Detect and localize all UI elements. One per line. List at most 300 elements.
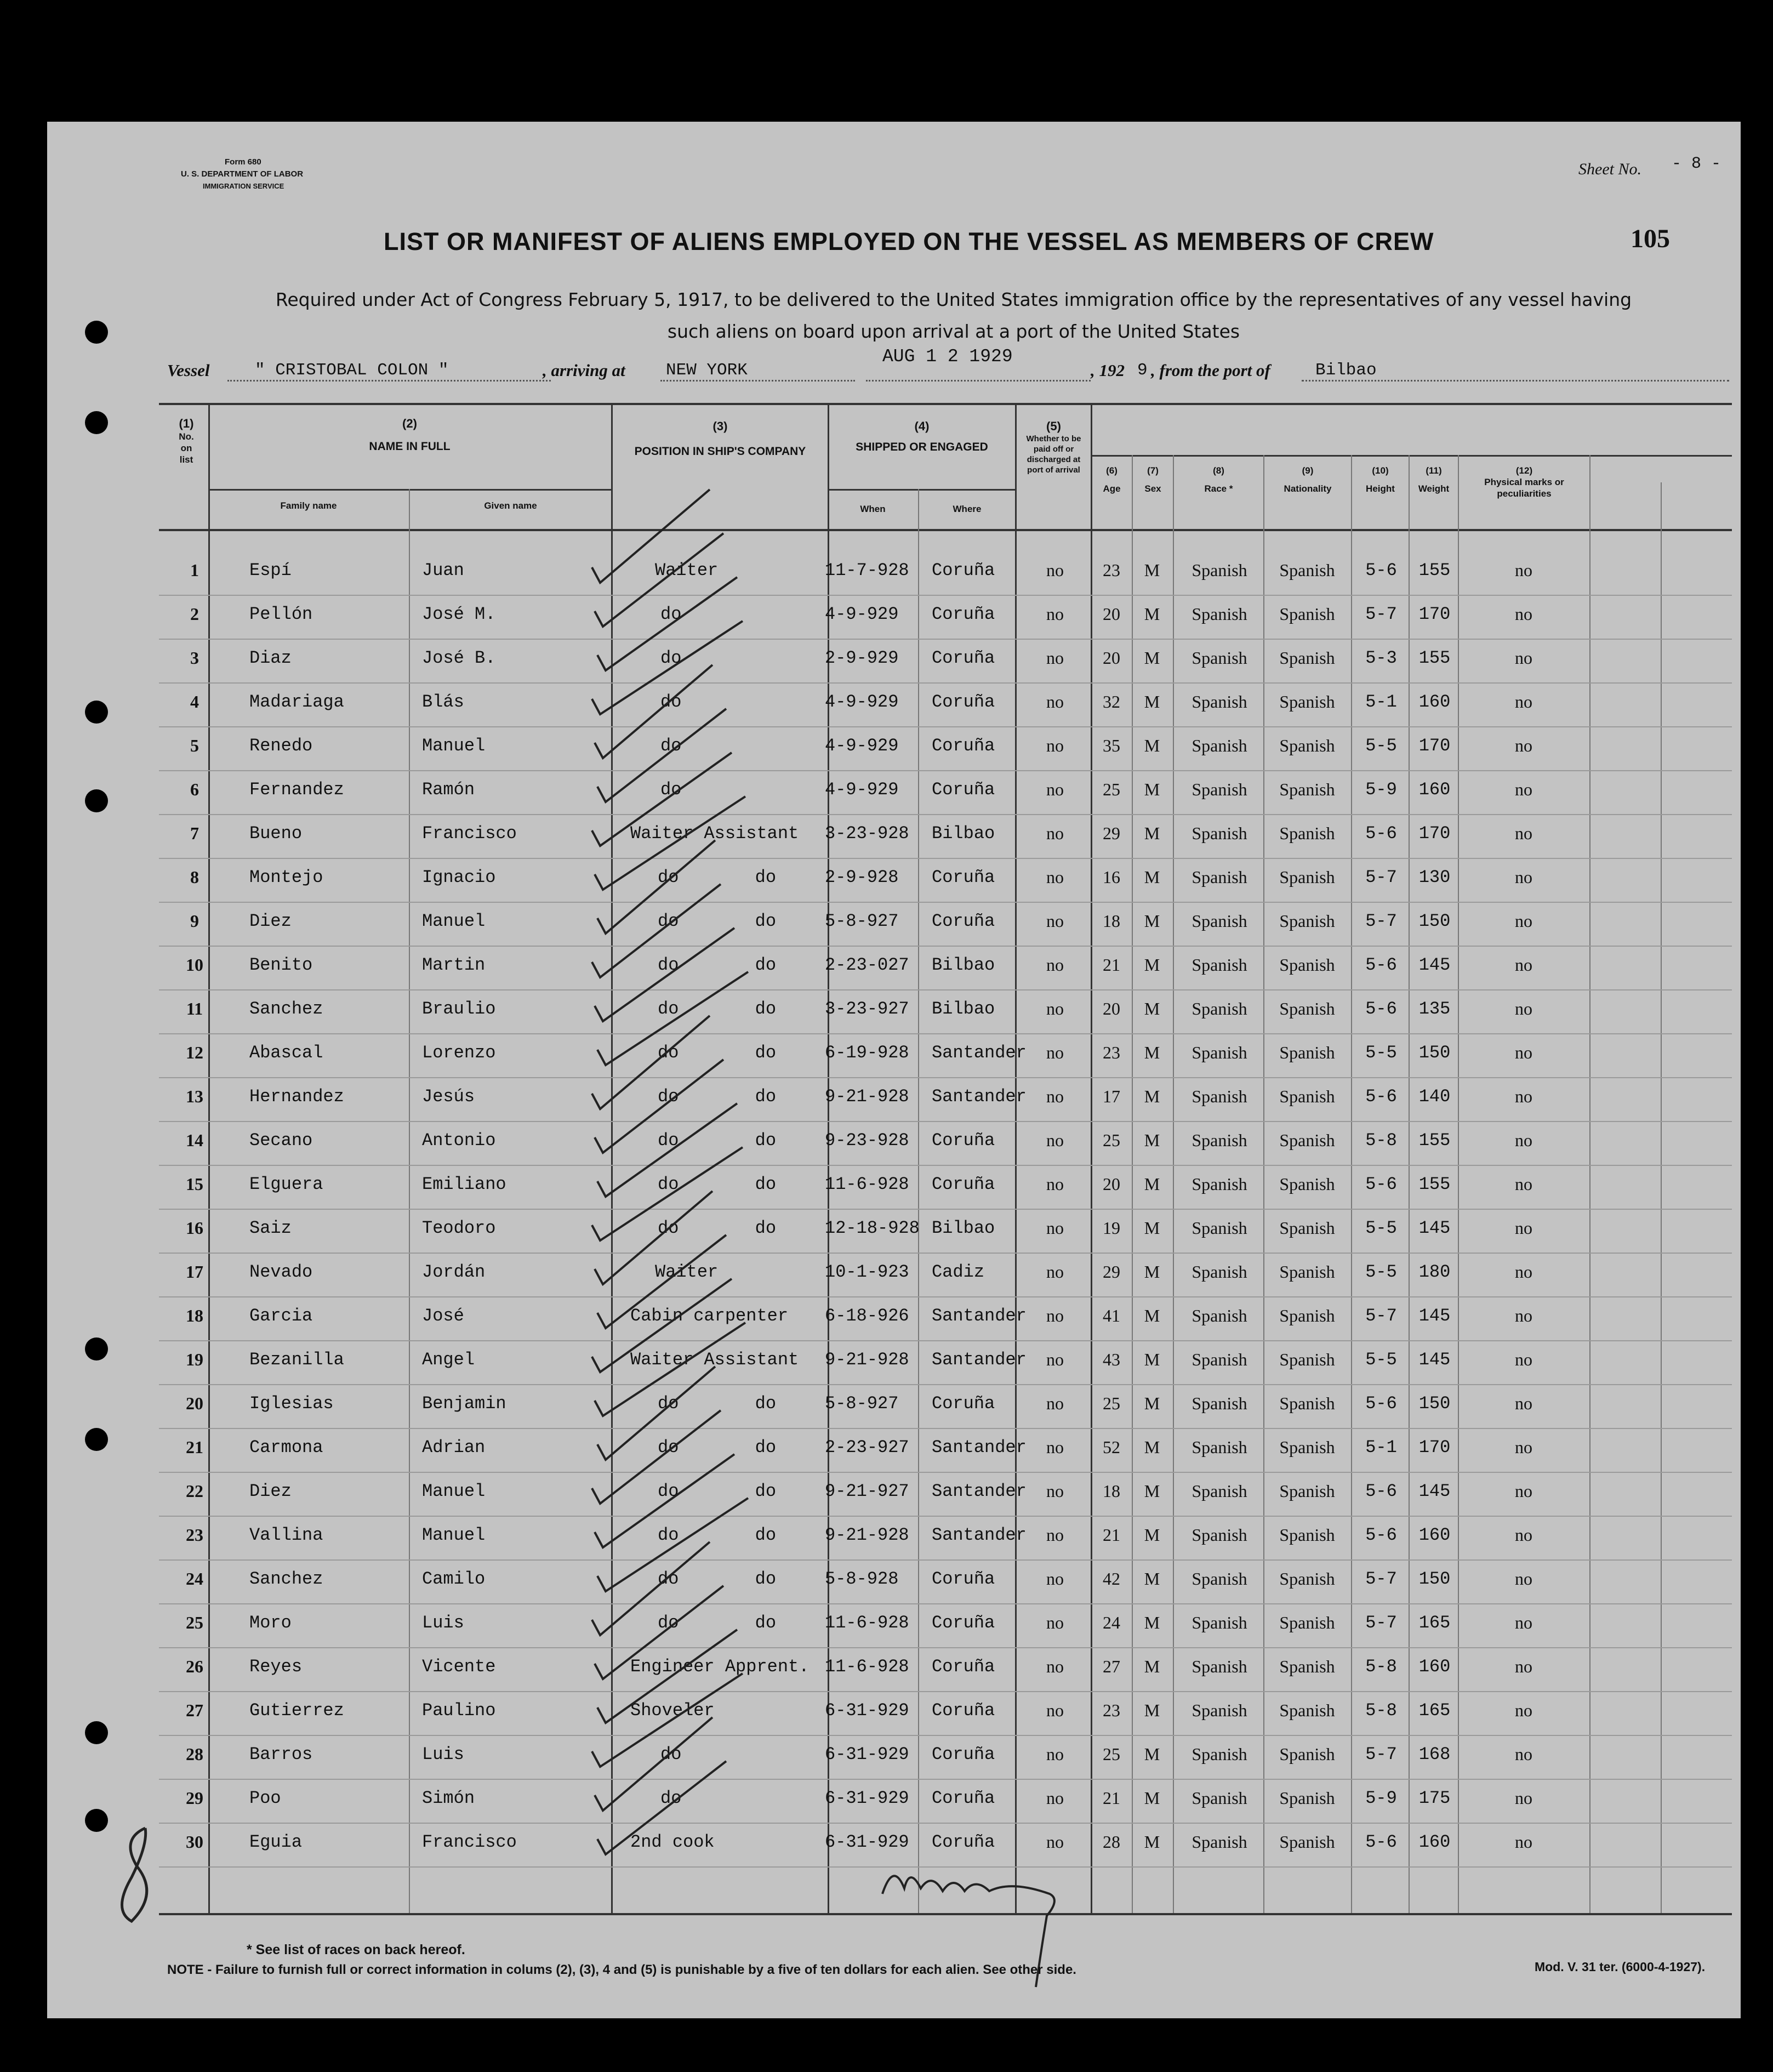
row-position: do [660, 648, 682, 668]
row-sex: M [1144, 692, 1160, 711]
checkmark [597, 1498, 748, 1591]
row-given: Jesús [422, 1086, 475, 1107]
col-age-header: (6) Age [1103, 465, 1121, 494]
checkmark [595, 533, 723, 627]
checkmark [597, 577, 737, 670]
row-sex: M [1144, 1437, 1160, 1457]
row-position: Cabin carpenter [630, 1306, 789, 1326]
row-when: 2-9-928 [825, 867, 899, 887]
row-race: Spanish [1191, 1832, 1247, 1852]
row-sex: M [1144, 1525, 1160, 1545]
checkmark [592, 489, 710, 583]
row-where: Coruña [932, 1130, 995, 1151]
row-position: do do [658, 1569, 777, 1589]
row-race: Spanish [1191, 1306, 1247, 1325]
from-port-label: , from the port of [1151, 361, 1270, 380]
row-race: Spanish [1191, 692, 1247, 711]
row-position: do do [658, 867, 777, 887]
checkmark [592, 884, 721, 977]
row-nat: Spanish [1279, 911, 1335, 931]
row-where: Coruña [932, 1788, 995, 1808]
row-where: Santander [932, 1086, 1027, 1107]
department: U. S. DEPARTMENT OF LABOR [181, 169, 304, 179]
row-marks: no [1515, 823, 1532, 843]
year-digit: 9 [1137, 361, 1148, 380]
row-paid: no [1046, 692, 1064, 711]
row-height: 5-6 [1365, 1174, 1397, 1194]
row-paid: no [1046, 999, 1064, 1018]
row-marks: no [1515, 1086, 1532, 1106]
row-sex: M [1144, 1700, 1160, 1720]
row-when: 9-23-928 [825, 1130, 909, 1151]
row-when: 5-8-927 [825, 1393, 899, 1414]
row-height: 5-8 [1365, 1130, 1397, 1151]
row-no: 10 [186, 955, 203, 975]
row-where: Bilbao [932, 999, 995, 1019]
row-marks: no [1515, 1481, 1532, 1501]
row-height: 5-6 [1365, 955, 1397, 975]
row-family: Hernandez [249, 1086, 344, 1107]
page-title: LIST OR MANIFEST OF ALIENS EMPLOYED ON THE VESSEL AS MEMBERS OF CREW [384, 227, 1434, 255]
row-age: 18 [1103, 911, 1120, 931]
checkmark [597, 1630, 737, 1723]
row-family: Iglesias [249, 1393, 334, 1414]
row-race: Spanish [1191, 1393, 1247, 1413]
row-family: Eguia [249, 1832, 303, 1852]
row-no: 25 [186, 1613, 203, 1632]
row-race: Spanish [1191, 1130, 1247, 1150]
row-where: Santander [932, 1525, 1027, 1545]
checkmark [592, 1147, 743, 1240]
row-height: 5-3 [1365, 648, 1397, 668]
row-when: 2-23-927 [825, 1437, 909, 1458]
row-paid: no [1046, 1393, 1064, 1413]
row-family: Barros [249, 1744, 313, 1764]
row-family: Saiz [249, 1218, 292, 1238]
row-no: 28 [186, 1744, 203, 1764]
row-nat: Spanish [1279, 1043, 1335, 1062]
row-given: Jordán [422, 1262, 486, 1282]
row-weight: 165 [1418, 1700, 1451, 1721]
row-sex: M [1144, 1657, 1160, 1676]
row-weight: 145 [1418, 955, 1451, 975]
row-height: 5-6 [1365, 1525, 1397, 1545]
row-race: Spanish [1191, 1569, 1247, 1589]
row-height: 5-5 [1365, 1350, 1397, 1370]
row-weight: 150 [1418, 1569, 1451, 1589]
row-no: 23 [186, 1525, 203, 1545]
row-paid: no [1046, 736, 1064, 755]
row-family: Garcia [249, 1306, 313, 1326]
page-number: 105 [1631, 224, 1670, 253]
row-family: Gutierrez [249, 1700, 344, 1721]
row-position: do [660, 692, 682, 712]
row-no: 24 [186, 1569, 203, 1589]
row-no: 29 [186, 1788, 203, 1808]
row-where: Santander [932, 1481, 1027, 1501]
row-nat: Spanish [1279, 1393, 1335, 1413]
row-paid: no [1046, 1657, 1064, 1676]
row-where: Coruña [932, 648, 995, 668]
row-given: Luis [422, 1744, 464, 1764]
row-when: 4-9-929 [825, 604, 899, 624]
row-weight: 180 [1418, 1262, 1451, 1282]
row-race: Spanish [1191, 1174, 1247, 1194]
row-given: José M. [422, 604, 496, 624]
row-given: Martin [422, 955, 486, 975]
row-when: 6-19-928 [825, 1043, 909, 1063]
row-race: Spanish [1191, 1481, 1247, 1501]
row-given: Luis [422, 1613, 464, 1633]
row-race: Spanish [1191, 560, 1247, 580]
row-family: Elguera [249, 1174, 323, 1194]
row-no: 4 [190, 692, 199, 711]
row-position: Shoveler [630, 1700, 715, 1721]
row-sex: M [1144, 560, 1160, 580]
row-age: 27 [1103, 1657, 1120, 1676]
row-height: 5-7 [1365, 1744, 1397, 1764]
row-where: Cadiz [932, 1262, 985, 1282]
row-given: Ramón [422, 779, 475, 800]
checkmark [595, 1060, 723, 1153]
row-nat: Spanish [1279, 1569, 1335, 1589]
row-marks: no [1515, 1306, 1532, 1325]
row-marks: no [1515, 1174, 1532, 1194]
col-nationality-header: (9) Nationality [1284, 465, 1332, 494]
row-where: Coruña [932, 911, 995, 931]
row-no: 26 [186, 1657, 203, 1676]
row-weight: 140 [1418, 1086, 1451, 1107]
row-family: Bueno [249, 823, 303, 844]
row-age: 41 [1103, 1306, 1120, 1325]
checkmark [597, 1235, 726, 1328]
row-weight: 150 [1418, 911, 1451, 931]
row-age: 25 [1103, 1744, 1120, 1764]
row-height: 5-7 [1365, 1569, 1397, 1589]
row-height: 5-1 [1365, 1437, 1397, 1458]
row-paid: no [1046, 1788, 1064, 1808]
row-when: 6-31-929 [825, 1700, 909, 1721]
row-race: Spanish [1191, 1613, 1247, 1632]
row-nat: Spanish [1279, 560, 1335, 580]
row-nat: Spanish [1279, 1086, 1335, 1106]
row-marks: no [1515, 736, 1532, 755]
row-age: 20 [1103, 999, 1120, 1018]
row-position: do do [658, 1393, 777, 1414]
row-given: Paulino [422, 1700, 496, 1721]
row-when: 3-23-928 [825, 823, 909, 844]
row-age: 29 [1103, 1262, 1120, 1282]
service: IMMIGRATION SERVICE [203, 182, 284, 190]
row-age: 24 [1103, 1613, 1120, 1632]
checkmark [595, 1323, 745, 1416]
row-race: Spanish [1191, 1262, 1247, 1282]
row-sex: M [1144, 1613, 1160, 1632]
row-given: Antonio [422, 1130, 496, 1151]
row-given: Adrian [422, 1437, 486, 1458]
row-race: Spanish [1191, 1437, 1247, 1457]
row-when: 11-6-928 [825, 1174, 909, 1194]
row-weight: 170 [1418, 736, 1451, 756]
checkmark [592, 1279, 732, 1372]
row-position: do do [658, 1525, 777, 1545]
row-given: Ignacio [422, 867, 496, 887]
row-where: Bilbao [932, 823, 995, 844]
row-paid: no [1046, 867, 1064, 887]
row-nat: Spanish [1279, 1525, 1335, 1545]
row-nat: Spanish [1279, 692, 1335, 711]
row-sex: M [1144, 1086, 1160, 1106]
row-weight: 160 [1418, 1657, 1451, 1677]
row-race: Spanish [1191, 955, 1247, 975]
row-given: Juan [422, 560, 464, 580]
row-given: Francisco [422, 1832, 517, 1852]
row-height: 5-6 [1365, 1481, 1397, 1501]
row-no: 18 [186, 1306, 203, 1325]
row-when: 6-18-926 [825, 1306, 909, 1326]
row-position: Waiter Assistant [630, 823, 799, 844]
row-where: Santander [932, 1043, 1027, 1063]
row-no: 11 [186, 999, 203, 1018]
row-nat: Spanish [1279, 1788, 1335, 1808]
row-paid: no [1046, 1306, 1064, 1325]
row-paid: no [1046, 1569, 1064, 1589]
row-height: 5-6 [1365, 823, 1397, 844]
row-age: 18 [1103, 1481, 1120, 1501]
row-paid: no [1046, 560, 1064, 580]
row-sex: M [1144, 1043, 1160, 1062]
row-weight: 145 [1418, 1306, 1451, 1326]
row-position: do do [658, 1043, 777, 1063]
row-no: 3 [190, 648, 199, 668]
checkmark [592, 621, 743, 714]
row-sex: M [1144, 1262, 1160, 1282]
row-when: 9-21-927 [825, 1481, 909, 1501]
row-nat: Spanish [1279, 955, 1335, 975]
row-height: 5-8 [1365, 1700, 1397, 1721]
row-no: 2 [190, 604, 199, 624]
row-no: 22 [186, 1481, 203, 1501]
row-given: Manuel [422, 911, 486, 931]
row-position: do [660, 779, 682, 800]
row-age: 42 [1103, 1569, 1120, 1589]
row-age: 23 [1103, 1700, 1120, 1720]
row-family: Fernandez [249, 779, 344, 800]
col-when-header: When [860, 504, 886, 514]
row-height: 5-7 [1365, 867, 1397, 887]
row-race: Spanish [1191, 1043, 1247, 1062]
row-given: Teodoro [422, 1218, 496, 1238]
row-when: 9-21-928 [825, 1086, 909, 1107]
row-no: 20 [186, 1393, 203, 1413]
margin-handwritten-mark [122, 1828, 147, 1921]
row-position: do do [658, 1174, 777, 1194]
row-age: 25 [1103, 1393, 1120, 1413]
row-marks: no [1515, 1262, 1532, 1282]
row-marks: no [1515, 955, 1532, 975]
row-age: 21 [1103, 955, 1120, 975]
row-age: 17 [1103, 1086, 1120, 1106]
row-no: 5 [190, 736, 199, 755]
checkmark [592, 753, 732, 846]
row-age: 35 [1103, 736, 1120, 755]
row-sex: M [1144, 1174, 1160, 1194]
row-position: 2nd cook [630, 1832, 715, 1852]
row-race: Spanish [1191, 999, 1247, 1018]
row-marks: no [1515, 1043, 1532, 1062]
row-paid: no [1046, 911, 1064, 931]
row-age: 23 [1103, 1043, 1120, 1062]
row-weight: 155 [1418, 1174, 1451, 1194]
row-marks: no [1515, 1700, 1532, 1720]
requirement-text: Required under Act of Congress February 5, 1917, to be delivered to the United States immigration office by the representatives of any vessel having such aliens on board upon arrival at a port of the United States [275, 289, 1632, 342]
row-height: 5-6 [1365, 1086, 1397, 1107]
row-race: Spanish [1191, 1744, 1247, 1764]
row-age: 29 [1103, 823, 1120, 843]
row-nat: Spanish [1279, 736, 1335, 755]
col-position-header: (3) POSITION IN SHIP'S COMPANY [634, 419, 806, 458]
row-race: Spanish [1191, 604, 1247, 624]
row-family: Espí [249, 560, 292, 580]
row-position: do [660, 604, 682, 624]
row-weight: 155 [1418, 1130, 1451, 1151]
row-where: Coruña [932, 692, 995, 712]
row-height: 5-6 [1365, 560, 1397, 580]
row-when: 5-8-928 [825, 1569, 899, 1589]
col-sex-header: (7) Sex [1144, 465, 1161, 494]
row-weight: 150 [1418, 1043, 1451, 1063]
row-family: Sanchez [249, 1569, 323, 1589]
row-marks: no [1515, 560, 1532, 580]
row-height: 5-5 [1365, 1218, 1397, 1238]
row-age: 25 [1103, 1130, 1120, 1150]
row-race: Spanish [1191, 823, 1247, 843]
row-sex: M [1144, 1832, 1160, 1852]
row-race: Spanish [1191, 1218, 1247, 1238]
row-no: 27 [186, 1700, 203, 1720]
row-height: 5-7 [1365, 604, 1397, 624]
col-weight-header: (11) Weight [1418, 465, 1450, 494]
row-sex: M [1144, 604, 1160, 624]
row-position: Waiter [655, 560, 719, 580]
row-height: 5-5 [1365, 736, 1397, 756]
row-no: 16 [186, 1218, 203, 1238]
row-nat: Spanish [1279, 648, 1335, 668]
vessel-name: " CRISTOBAL COLON " [255, 361, 449, 380]
row-nat: Spanish [1279, 1657, 1335, 1676]
row-nat: Spanish [1279, 779, 1335, 799]
row-weight: 130 [1418, 867, 1451, 887]
row-where: Coruña [932, 560, 995, 580]
row-age: 21 [1103, 1788, 1120, 1808]
row-nat: Spanish [1279, 1174, 1335, 1194]
row-family: Carmona [249, 1437, 323, 1458]
row-position: do do [658, 1437, 777, 1458]
row-nat: Spanish [1279, 1481, 1335, 1501]
row-nat: Spanish [1279, 867, 1335, 887]
row-where: Coruña [932, 1832, 995, 1852]
row-family: Bezanilla [249, 1350, 344, 1370]
col-given-header: Given name [484, 500, 537, 511]
row-paid: no [1046, 1218, 1064, 1238]
col-shipped-header: (4) SHIPPED OR ENGAGED [856, 419, 988, 453]
row-marks: no [1515, 779, 1532, 799]
row-sex: M [1144, 867, 1160, 887]
row-height: 5-1 [1365, 692, 1397, 712]
row-race: Spanish [1191, 779, 1247, 799]
row-when: 4-9-929 [825, 779, 899, 800]
row-marks: no [1515, 1130, 1532, 1150]
row-paid: no [1046, 1832, 1064, 1852]
row-given: Angel [422, 1350, 475, 1370]
row-marks: no [1515, 1657, 1532, 1676]
row-no: 9 [190, 911, 199, 931]
row-given: Emiliano [422, 1174, 506, 1194]
col-paid-header: (5) Whether to be paid off or discharged at port of arrival [1026, 419, 1081, 475]
checkmark [597, 972, 748, 1065]
row-marks: no [1515, 1350, 1532, 1369]
row-height: 5-7 [1365, 1306, 1397, 1326]
row-where: Coruña [932, 1569, 995, 1589]
row-family: Diez [249, 911, 292, 931]
row-paid: no [1046, 1700, 1064, 1720]
row-family: Diaz [249, 648, 292, 668]
checkmark [595, 1454, 734, 1547]
row-where: Coruña [932, 1174, 995, 1194]
sheet-label: Sheet No. [1578, 160, 1641, 178]
row-nat: Spanish [1279, 823, 1335, 843]
row-nat: Spanish [1279, 1700, 1335, 1720]
row-given: Benjamin [422, 1393, 506, 1414]
row-marks: no [1515, 1832, 1532, 1852]
col-name-header: (2) NAME IN FULL [369, 417, 451, 453]
col-race-header: (8) Race * [1204, 465, 1233, 494]
row-sex: M [1144, 1481, 1160, 1501]
row-when: 4-9-929 [825, 736, 899, 756]
row-marks: no [1515, 867, 1532, 887]
row-given: José B. [422, 648, 496, 668]
row-nat: Spanish [1279, 1130, 1335, 1150]
row-where: Coruña [932, 867, 995, 887]
row-weight: 175 [1418, 1788, 1451, 1808]
row-position: do [660, 1744, 682, 1764]
row-family: Moro [249, 1613, 292, 1633]
row-sex: M [1144, 911, 1160, 931]
row-weight: 160 [1418, 779, 1451, 800]
row-given: Simón [422, 1788, 475, 1808]
row-given: Lorenzo [422, 1043, 496, 1063]
row-family: Secano [249, 1130, 313, 1151]
row-family: Sanchez [249, 999, 323, 1019]
row-height: 5-7 [1365, 1613, 1397, 1633]
row-height: 5-6 [1365, 999, 1397, 1019]
row-sex: M [1144, 955, 1160, 975]
row-weight: 170 [1418, 823, 1451, 844]
row-nat: Spanish [1279, 1832, 1335, 1852]
row-family: Poo [249, 1788, 281, 1808]
row-marks: no [1515, 1788, 1532, 1808]
row-where: Santander [932, 1306, 1027, 1326]
vessel-label: Vessel [167, 361, 210, 380]
row-position: do [660, 736, 682, 756]
row-height: 5-9 [1365, 779, 1397, 800]
row-when: 10-1-923 [825, 1262, 909, 1282]
row-no: 1 [190, 560, 199, 580]
row-given: Francisco [422, 823, 517, 844]
row-height: 5-5 [1365, 1043, 1397, 1063]
checkmark [595, 928, 734, 1021]
row-position: do do [658, 1481, 777, 1501]
